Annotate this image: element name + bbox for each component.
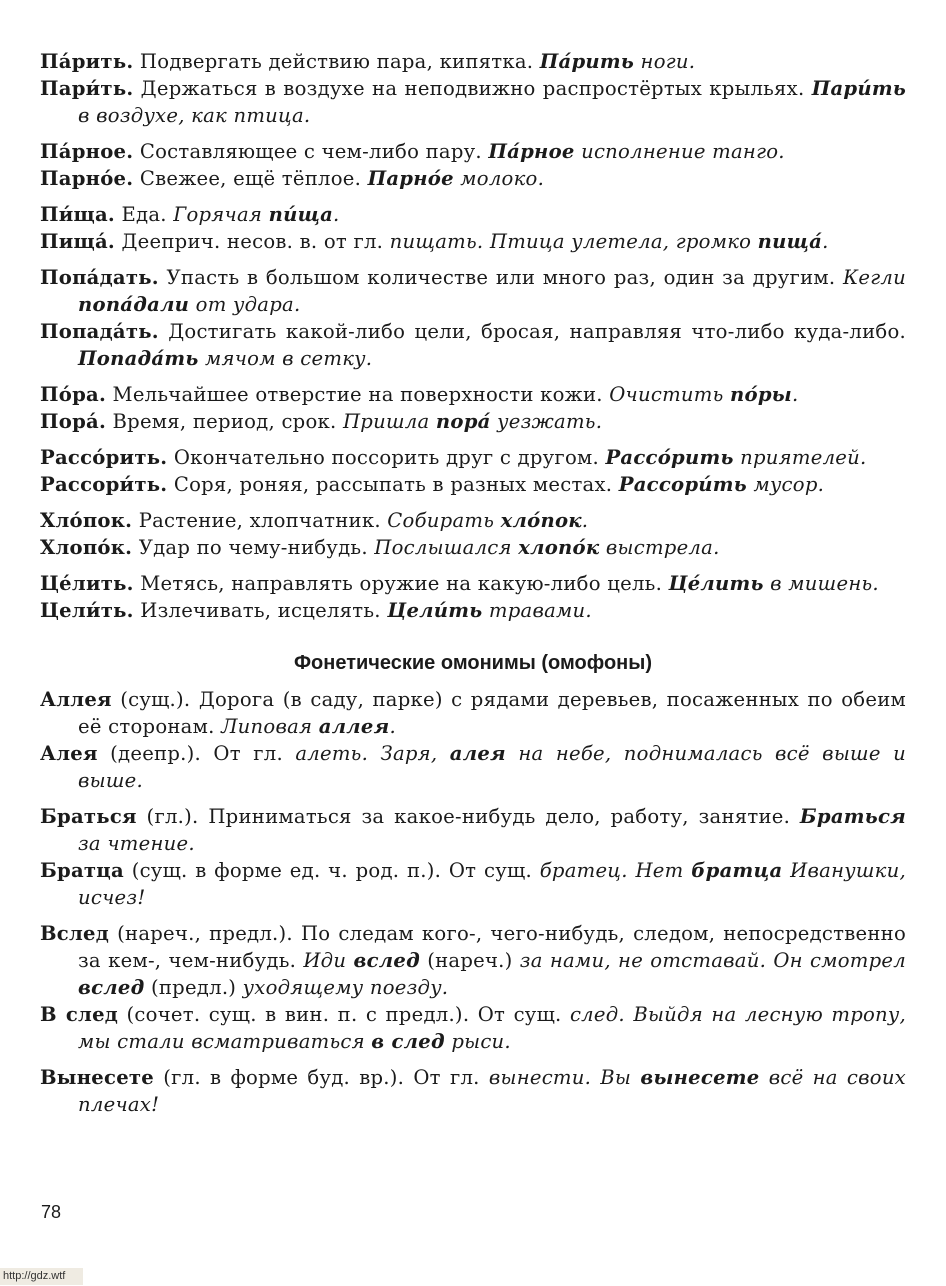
- example-text: вынести. Вы: [488, 1066, 641, 1089]
- entry: [40, 740, 906, 794]
- example-headword: хлопо́к: [518, 536, 600, 559]
- page-number: 78: [41, 1202, 62, 1222]
- entry: [40, 471, 906, 498]
- entry: [40, 201, 906, 228]
- example-text: ноги.: [634, 50, 696, 73]
- example-text: Собирать: [387, 509, 501, 532]
- example-text: Иди: [303, 949, 354, 972]
- dictionary-page: [40, 48, 906, 1127]
- homonym-list: [40, 48, 906, 624]
- entry-group: [40, 138, 906, 192]
- example-headword: братца: [691, 859, 783, 882]
- definition: Удар по чему-нибудь.: [132, 536, 375, 559]
- headword: Па́рить.: [40, 50, 134, 73]
- example-text: уходящему поезду.: [242, 976, 449, 999]
- definition: (сущ. в форме ед. ч. род. п.). От сущ.: [123, 859, 540, 882]
- entry-group: [40, 201, 906, 255]
- definition: Составляющее с чем-либо пару.: [133, 140, 489, 163]
- entry: [40, 408, 906, 435]
- example-headword: попа́дали: [78, 293, 190, 316]
- headword: Парно́е.: [40, 167, 134, 190]
- headword: Це́лить.: [40, 572, 134, 595]
- definition: Время, период, срок.: [106, 410, 343, 433]
- headword: Вынесете: [40, 1066, 155, 1089]
- example-text: уезжать.: [490, 410, 603, 433]
- example-text: выстрела.: [599, 536, 720, 559]
- example-text: на небе, поднималась всё выше и выше.: [78, 742, 906, 792]
- entry-group: [40, 48, 906, 129]
- homophone-list: [40, 686, 906, 1118]
- example-text: молоко.: [453, 167, 545, 190]
- headword: Цели́ть.: [40, 599, 134, 622]
- example-headword: алея: [449, 742, 506, 765]
- example-text: травами.: [482, 599, 592, 622]
- example: [540, 50, 696, 73]
- headword: Аллея: [40, 688, 112, 711]
- headword: По́ра.: [40, 383, 107, 406]
- definition: Держаться в воздухе на неподвижно распростёртых крыльях.: [133, 77, 812, 100]
- example: [78, 347, 372, 370]
- entry: [40, 228, 906, 255]
- entry-group: [40, 686, 906, 794]
- entry-group: [40, 920, 906, 1055]
- example: [368, 167, 545, 190]
- example-text: исполнение танго.: [574, 140, 785, 163]
- definition: Подвергать действию пара, кипятка.: [133, 50, 540, 73]
- definition: Еда.: [115, 203, 174, 226]
- example-text: мячом в сетку.: [198, 347, 373, 370]
- entry-group: [40, 507, 906, 561]
- example-headword: вслед: [353, 949, 420, 972]
- definition: (гл. в форме буд. вр.). От гл.: [154, 1066, 489, 1089]
- entry-group: [40, 381, 906, 435]
- example-headword: пища́: [757, 230, 823, 253]
- example-headword: по́ры: [730, 383, 792, 406]
- example-text: Послышался: [374, 536, 519, 559]
- example-text: Липовая: [221, 715, 319, 738]
- example-text: за чтение.: [78, 832, 195, 855]
- example: [387, 509, 588, 532]
- headword: В след: [40, 1003, 119, 1026]
- entry: [40, 165, 906, 192]
- headword: Па́рное.: [40, 140, 134, 163]
- example-text: всё на своих плечах!: [78, 1066, 906, 1116]
- example-text: пищать. Птица улетела, громко: [389, 230, 758, 253]
- watermark-link[interactable]: http://gdz.wtf: [0, 1268, 83, 1285]
- example-headword: Парно́е: [367, 167, 454, 190]
- definition: (гл.). Приниматься за какое-нибудь дело, работу, занятие.: [136, 805, 800, 828]
- example-text: в мишень.: [763, 572, 879, 595]
- example-text: приятелей.: [733, 446, 867, 469]
- example-headword: Попада́ть: [78, 347, 199, 370]
- headword: Хлопо́к.: [40, 536, 133, 559]
- definition: (нареч.): [419, 949, 520, 972]
- definition: Соря, роняя, рассыпать в разных местах.: [167, 473, 619, 496]
- headword: Пи́ща.: [40, 203, 116, 226]
- example-text: от удара.: [189, 293, 301, 316]
- definition: (сущ.). Дорога (в саду, парке) с рядами деревьев, посаженных по обеим её сторонам.: [78, 688, 906, 738]
- example-headword: вынесете: [640, 1066, 760, 1089]
- example: [669, 572, 879, 595]
- definition: Окончательно поссорить друг с другом.: [167, 446, 606, 469]
- entry: [40, 264, 906, 318]
- entry: [40, 857, 906, 911]
- example-headword: Па́рить: [539, 50, 635, 73]
- entry: [40, 138, 906, 165]
- example-text: рыси.: [444, 1030, 511, 1053]
- entry-group: [40, 444, 906, 498]
- example-headword: пи́ща: [268, 203, 334, 226]
- example-headword: Це́лить: [668, 572, 764, 595]
- example: [488, 140, 784, 163]
- example-text: .: [333, 203, 340, 226]
- entry-group: [40, 803, 906, 911]
- entry: [40, 75, 906, 129]
- headword: Попа́дать.: [40, 266, 159, 289]
- example-text: Иванушки, исчез!: [78, 859, 906, 909]
- entry: [40, 444, 906, 471]
- example-headword: хло́пок: [500, 509, 582, 532]
- headword: Попада́ть.: [40, 320, 159, 343]
- example-text: Горячая: [173, 203, 269, 226]
- definition: (предл.): [144, 976, 243, 999]
- headword: Пора́.: [40, 410, 107, 433]
- definition: Растение, хлопчатник.: [132, 509, 388, 532]
- example: [605, 446, 866, 469]
- entry: [40, 1001, 906, 1055]
- example-headword: Па́рное: [488, 140, 575, 163]
- example-text: Кегли: [842, 266, 906, 289]
- example-text: в воздухе, как птица.: [78, 104, 311, 127]
- example: [619, 473, 824, 496]
- definition: Метясь, направлять оружие на какую-либо цель.: [133, 572, 669, 595]
- example-headword: Браться: [799, 805, 906, 828]
- headword: Хло́пок.: [40, 509, 133, 532]
- example: [173, 203, 339, 226]
- example-text: след. Выйдя на лесную тропу, мы стали всматриваться: [78, 1003, 907, 1053]
- definition: Излечивать, исцелять.: [133, 599, 388, 622]
- example-text: .: [389, 715, 396, 738]
- entry: [40, 507, 906, 534]
- example-headword: Рассо́рить: [605, 446, 734, 469]
- entry: [40, 534, 906, 561]
- example-headword: вслед: [78, 976, 145, 999]
- example: [609, 383, 798, 406]
- example: [374, 536, 719, 559]
- headword: Пари́ть.: [40, 77, 134, 100]
- headword: Браться: [40, 805, 137, 828]
- example: [390, 230, 829, 253]
- example-headword: Цели́ть: [387, 599, 483, 622]
- entry: [40, 920, 906, 1001]
- example: [343, 410, 602, 433]
- entry: [40, 1064, 906, 1118]
- example-headword: в след: [371, 1030, 445, 1053]
- headword: Братца: [40, 859, 124, 882]
- entry-group: [40, 264, 906, 372]
- entry: [40, 803, 906, 857]
- example-text: .: [822, 230, 829, 253]
- definition: Упасть в большом количестве или много раз, один за другим.: [158, 266, 843, 289]
- entry: [40, 48, 906, 75]
- example-text: .: [581, 509, 589, 532]
- example-text: Очистить: [609, 383, 730, 406]
- example-text: за нами, не отставай. Он смотрел: [519, 949, 906, 972]
- headword: Пища́.: [40, 230, 116, 253]
- definition: Мельчайшее отверстие на поверхности кожи.: [106, 383, 610, 406]
- definition: (деепр.). От гл.: [97, 742, 296, 765]
- headword: Рассори́ть.: [40, 473, 168, 496]
- example-text: братец. Нет: [539, 859, 692, 882]
- headword: Вслед: [40, 922, 110, 945]
- example-text: .: [791, 383, 799, 406]
- headword: Алея: [40, 742, 98, 765]
- example-headword: пора́: [435, 410, 491, 433]
- entry: [40, 570, 906, 597]
- example-text: Пришла: [342, 410, 436, 433]
- example-headword: Рассори́ть: [618, 473, 747, 496]
- definition: Дееприч. несов. в. от гл.: [115, 230, 390, 253]
- entry-group: [40, 570, 906, 624]
- entry: [40, 686, 906, 740]
- entry: [40, 597, 906, 624]
- definition: (сочет. сущ. в вин. п. с предл.). От сущ.: [118, 1003, 570, 1026]
- definition: Свежее, ещё тёплое.: [133, 167, 368, 190]
- example: [387, 599, 592, 622]
- example-text: алеть. Заря,: [295, 742, 450, 765]
- entry: [40, 381, 906, 408]
- example-text: мусор.: [746, 473, 825, 496]
- section-title: Фонетические омонимы (омофоны): [293, 652, 653, 674]
- example-headword: Пари́ть: [811, 77, 906, 100]
- entry-group: [40, 1064, 906, 1118]
- headword: Рассо́рить.: [40, 446, 168, 469]
- definition: Достигать какой-либо цели, бросая, направляя что-либо куда-либо.: [158, 320, 906, 343]
- definition: (нареч., предл.). По следам кого-, чего-нибудь, следом, непосредственно за кем-, чем-нибудь.: [78, 922, 906, 972]
- entry: [40, 318, 906, 372]
- example-headword: аллея: [318, 715, 390, 738]
